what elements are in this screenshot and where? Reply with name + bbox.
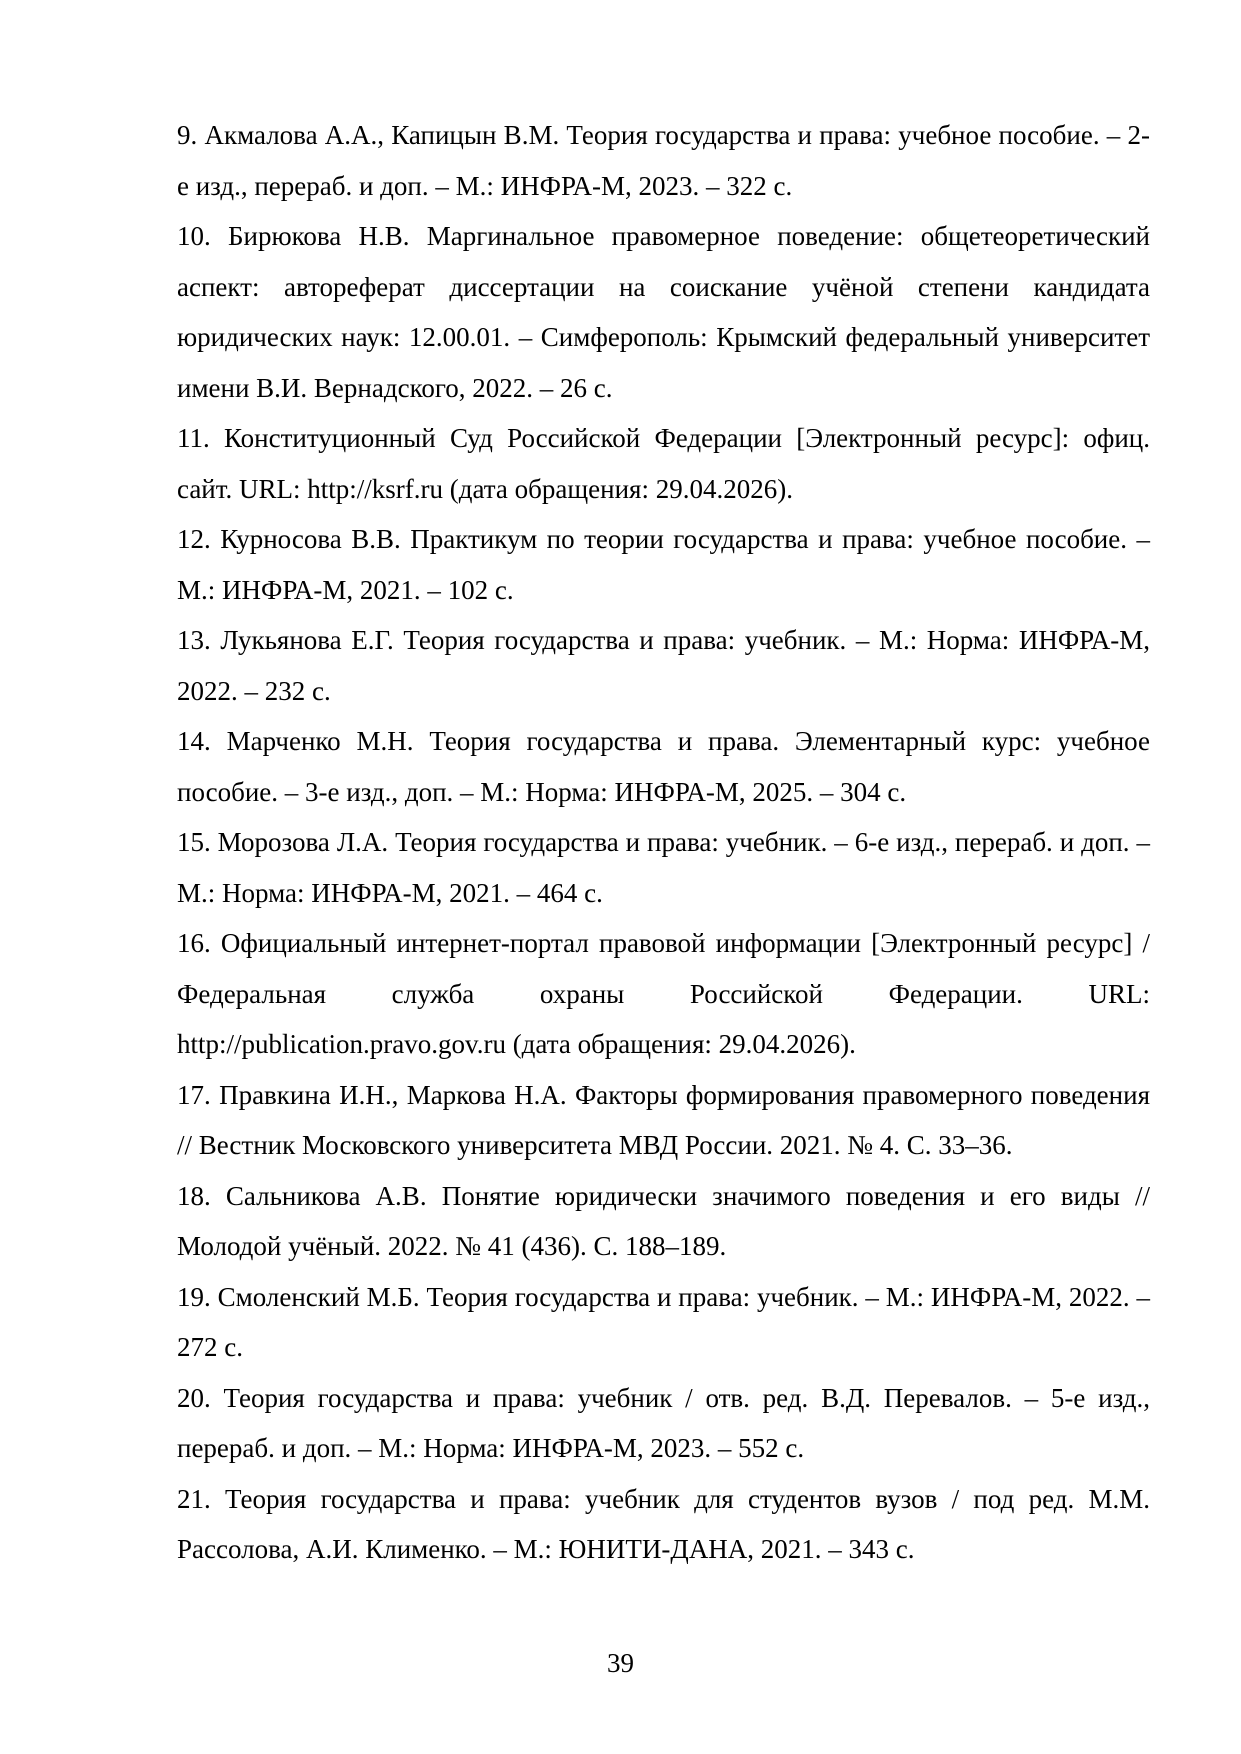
reference-item: 11. Конституционный Суд Российской Федерации [Электронный ресурс]: офиц. сайт. URL: http://ksrf.ru (дата обращения: 29.04.2026). xyxy=(177,423,1150,504)
reference-item: 17. Правкина И.Н., Маркова Н.А. Факторы формирования правомерного поведения // Вестник Московского университета МВД России. 2021. № 4. С. 33–36. xyxy=(177,1079,1150,1160)
reference-item: 14. Марченко М.Н. Теория государства и права. Элементарный курс: учебное пособие. – 3-е изд., доп. – М.: Норма: ИНФРА-М, 2025. – 304 с. xyxy=(177,726,1150,807)
page-number: 39 xyxy=(607,1648,634,1678)
reference-item: 13. Лукьянова Е.Г. Теория государства и права: учебник. – М.: Норма: ИНФРА-М, 2022. – 232 с. xyxy=(177,625,1150,706)
reference-item: 15. Морозова Л.А. Теория государства и права: учебник. – 6-е изд., перераб. и доп. – М.: Норма: ИНФРА-М, 2021. – 464 с. xyxy=(177,827,1150,908)
reference-item: 9. Акмалова А.А., Капицын В.М. Теория государства и права: учебное пособие. – 2-е изд., перераб. и доп. – М.: ИНФРА-М, 2023. – 322 с. xyxy=(177,120,1150,201)
bibliography-list xyxy=(177,110,1150,1575)
reference-item: 16. Официальный интернет-портал правовой информации [Электронный ресурс] / Федеральная служба охраны Российской Федерации. URL: http://publication.pravo.gov.ru (дата обращения: 29.04.2026). xyxy=(177,928,1150,1059)
reference-item: 10. Бирюкова Н.В. Маргинальное правомерное поведение: общетеоретический аспект: автореферат диссертации на соискание учёной степени кандидата юридических наук: 12.00.01. – Симферополь: Крымский федеральный университет имени В.И. Вернадского, 2022. – 26 с. xyxy=(177,221,1150,403)
reference-item: 12. Курносова В.В. Практикум по теории государства и права: учебное пособие. – М.: ИНФРА-М, 2021. – 102 с. xyxy=(177,524,1150,605)
reference-item: 21. Теория государства и права: учебник для студентов вузов / под ред. М.М. Рассолова, А.И. Клименко. – М.: ЮНИТИ-ДАНА, 2021. – 343 с. xyxy=(177,1483,1150,1564)
reference-item: 20. Теория государства и права: учебник / отв. ред. В.Д. Перевалов. – 5-е изд., перераб. и доп. – М.: Норма: ИНФРА-М, 2023. – 552 с. xyxy=(177,1382,1150,1463)
reference-item: 18. Сальникова А.В. Понятие юридически значимого поведения и его виды // Молодой учёный. 2022. № 41 (436). С. 188–189. xyxy=(177,1180,1150,1261)
reference-item: 19. Смоленский М.Б. Теория государства и права: учебник. – М.: ИНФРА-М, 2022. – 272 с. xyxy=(177,1281,1150,1362)
